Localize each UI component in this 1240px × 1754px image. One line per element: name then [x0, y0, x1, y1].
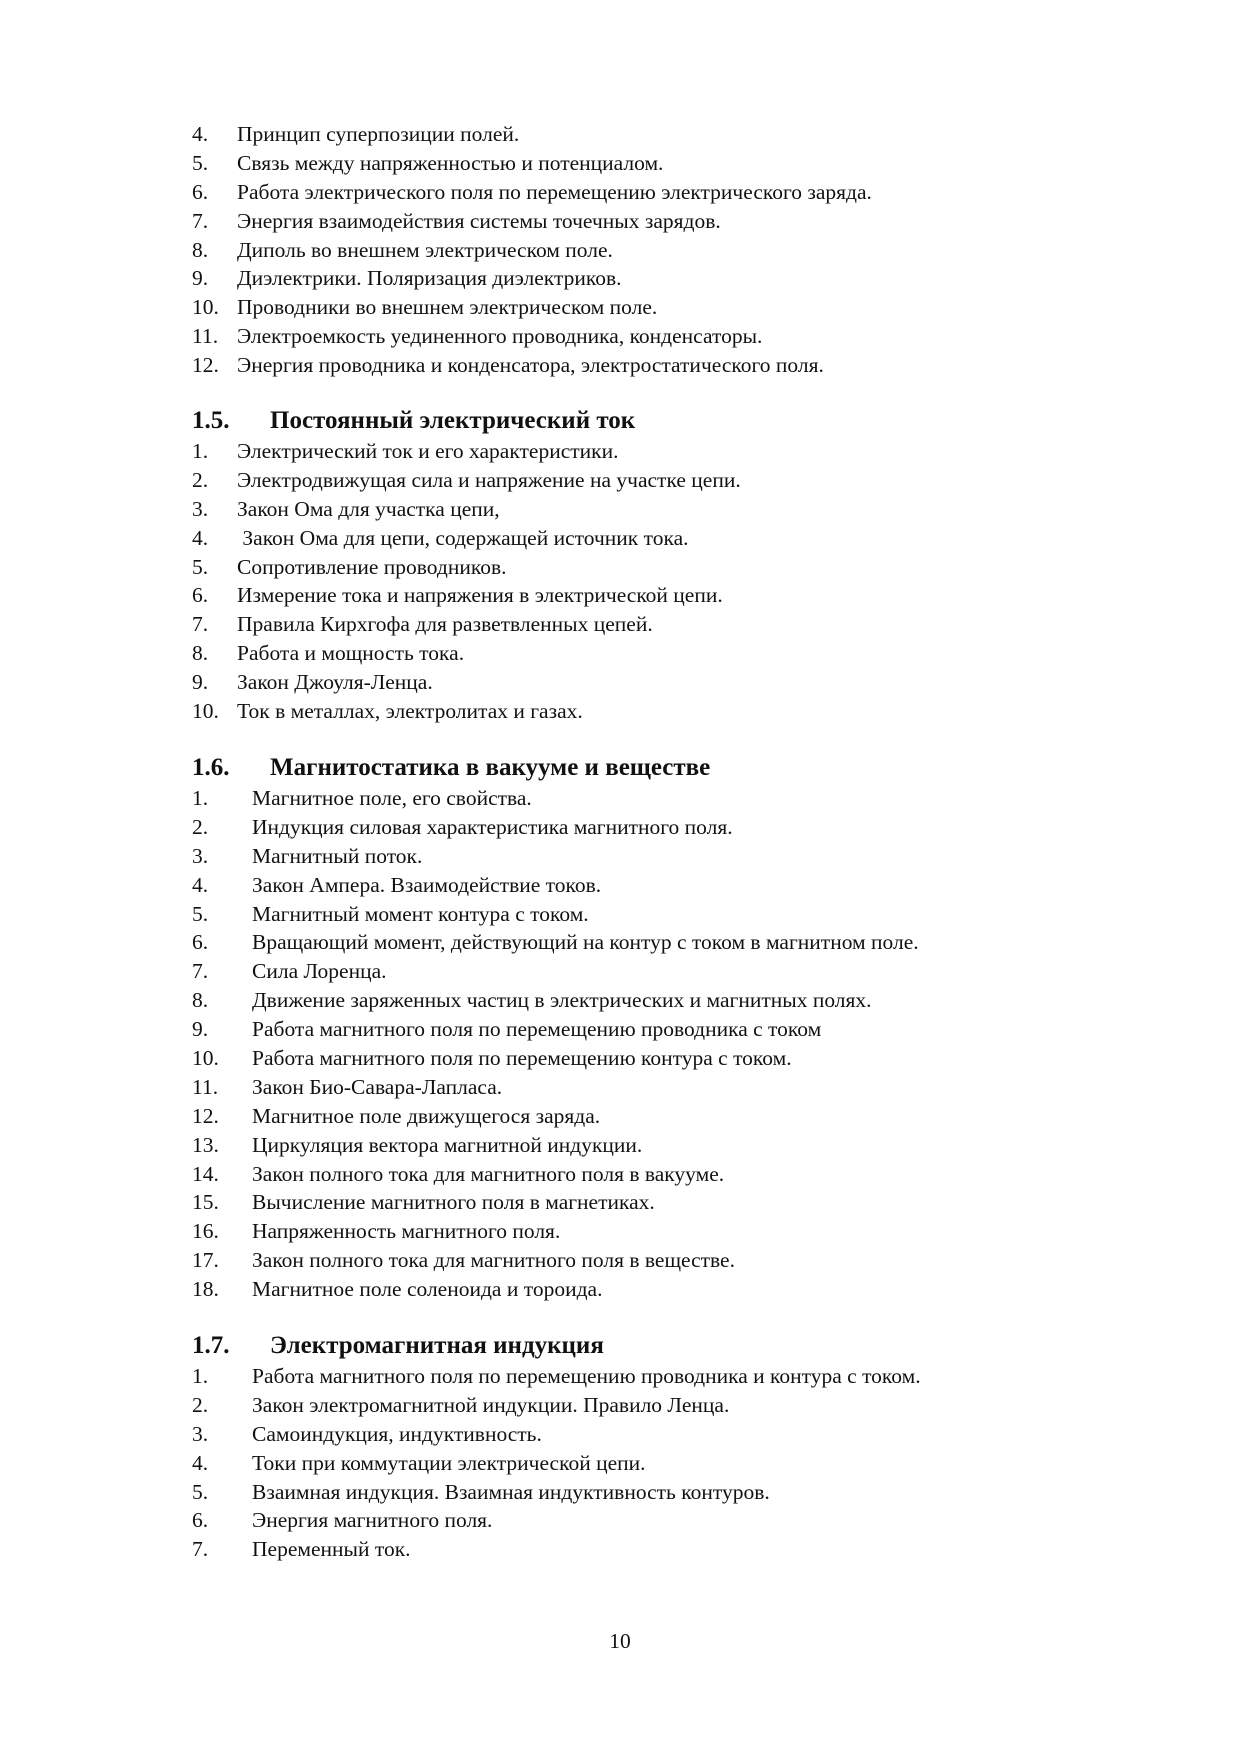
- list-item: [192, 1391, 1072, 1420]
- item-number: 10.: [192, 295, 219, 320]
- section-1-7-list: [192, 1362, 1072, 1564]
- item-text: Электроемкость уединенного проводника, конденсаторы.: [237, 324, 763, 349]
- item-number: 4.: [192, 872, 209, 897]
- list-item: [192, 928, 1072, 957]
- item-number: 1.: [192, 786, 209, 810]
- list-item: [192, 1160, 1072, 1189]
- item-number: 3.: [192, 843, 209, 868]
- top-list: [192, 120, 1072, 380]
- item-number: 5.: [192, 901, 209, 926]
- section-1-7: [192, 1330, 1072, 1564]
- list-item: [192, 639, 1072, 668]
- list-item: [192, 668, 1072, 697]
- item-number: 1.: [192, 439, 209, 463]
- item-text: Работа магнитного поля по перемещению проводника с током: [252, 1017, 822, 1042]
- item-number: 5.: [192, 150, 209, 175]
- list-item: [192, 871, 1072, 900]
- item-number: 14.: [192, 1161, 219, 1186]
- item-number: 6.: [192, 1508, 209, 1533]
- list-item: [192, 437, 1072, 466]
- item-text: Циркуляция вектора магнитной индукции.: [252, 1132, 643, 1157]
- item-text: Магнитный момент контура с током.: [252, 901, 589, 926]
- item-text: Закон электромагнитной индукции. Правило Ленца.: [252, 1392, 730, 1417]
- section-1-5: [192, 405, 1072, 726]
- item-number: 7.: [192, 208, 209, 233]
- list-item: [192, 957, 1072, 986]
- list-item: [192, 784, 1072, 813]
- item-number: 18.: [192, 1277, 219, 1302]
- section-number: 1.7.: [192, 1332, 230, 1359]
- list-item: [192, 986, 1072, 1015]
- list-item: [192, 581, 1072, 610]
- item-text: Вращающий момент, действующий на контур с током в магнитном поле.: [252, 930, 919, 955]
- item-text: Индукция силовая характеристика магнитного поля.: [252, 814, 733, 839]
- list-item: [192, 1362, 1072, 1391]
- list-item: [192, 1044, 1072, 1073]
- item-text: Работа магнитного поля по перемещению контура с током.: [252, 1046, 792, 1071]
- item-number: 17.: [192, 1248, 219, 1273]
- item-text: Диполь во внешнем электрическом поле.: [237, 237, 613, 262]
- list-item: [192, 149, 1072, 178]
- section-heading: [192, 1330, 1072, 1362]
- list-item: [192, 495, 1072, 524]
- list-item: [192, 1131, 1072, 1160]
- item-number: 7.: [192, 959, 209, 984]
- item-text: Правила Кирхгофа для разветвленных цепей.: [237, 612, 653, 637]
- section-1-6-list: [192, 784, 1072, 1304]
- item-number: 9.: [192, 1017, 209, 1042]
- item-text: Напряженность магнитного поля.: [252, 1219, 561, 1244]
- page-number: 10: [609, 1629, 631, 1653]
- item-text: Вычисление магнитного поля в магнетиках.: [252, 1190, 655, 1215]
- section-number: 1.6.: [192, 754, 230, 781]
- item-text: Самоиндукция, индуктивность.: [252, 1421, 542, 1446]
- item-number: 7.: [192, 1537, 209, 1562]
- list-item: [192, 1015, 1072, 1044]
- list-item: [192, 1073, 1072, 1102]
- item-number: 11.: [192, 324, 219, 349]
- list-item: [192, 264, 1072, 293]
- item-text: Закон полного тока для магнитного поля в веществе.: [252, 1248, 735, 1273]
- item-text: Закон Джоуля-Ленца.: [237, 670, 433, 695]
- item-number: 2.: [192, 467, 209, 492]
- section-1-6: [192, 752, 1072, 1304]
- section-title: Постоянный электрический ток: [270, 407, 636, 434]
- item-number: 7.: [192, 612, 209, 637]
- item-text: Принцип суперпозиции полей.: [237, 122, 520, 146]
- item-number: 5.: [192, 1479, 209, 1504]
- section-title: Магнитостатика в вакууме и веществе: [270, 754, 711, 781]
- item-text: Работа магнитного поля по перемещению проводника и контура с током.: [252, 1364, 921, 1388]
- list-item: [192, 1506, 1072, 1535]
- item-text: Измерение тока и напряжения в электрической цепи.: [237, 583, 723, 608]
- item-text: Энергия взаимодействия системы точечных зарядов.: [237, 208, 721, 233]
- item-number: 1.: [192, 1364, 209, 1388]
- item-number: 4.: [192, 122, 209, 146]
- section-number: 1.5.: [192, 407, 230, 434]
- item-number: 13.: [192, 1132, 219, 1157]
- list-item: [192, 322, 1072, 351]
- item-text: Электрический ток и его характеристики.: [237, 439, 619, 463]
- item-text: Работа и мощность тока.: [237, 641, 465, 666]
- list-item: [192, 1420, 1072, 1449]
- item-text: Ток в металлах, электролитах и газах.: [237, 699, 583, 724]
- list-item: [192, 207, 1072, 236]
- list-item: [192, 178, 1072, 207]
- item-text: Закон Ампера. Взаимодействие токов.: [252, 872, 602, 897]
- item-number: 8.: [192, 641, 209, 666]
- list-item: [192, 553, 1072, 582]
- section-title: Электромагнитная индукция: [270, 1332, 604, 1359]
- list-item: [192, 466, 1072, 495]
- item-text: Переменный ток.: [252, 1537, 411, 1562]
- item-number: 2.: [192, 814, 209, 839]
- list-item: [192, 610, 1072, 639]
- section-heading: [192, 405, 1072, 437]
- item-text: Магнитный поток.: [252, 843, 423, 868]
- item-number: 9.: [192, 670, 209, 695]
- list-item: [192, 524, 1072, 553]
- item-number: 10.: [192, 699, 219, 724]
- item-text: Энергия магнитного поля.: [252, 1508, 493, 1533]
- item-text: Закон полного тока для магнитного поля в вакууме.: [252, 1161, 725, 1186]
- item-text: Работа электрического поля по перемещению электрического заряда.: [237, 179, 872, 204]
- list-item: [192, 236, 1072, 265]
- list-item: [192, 1102, 1072, 1131]
- item-text: Магнитное поле, его свойства.: [252, 786, 532, 810]
- list-item: [192, 900, 1072, 929]
- item-text: Токи при коммутации электрической цепи.: [252, 1450, 646, 1475]
- item-text: Связь между напряженностью и потенциалом.: [237, 150, 664, 175]
- item-number: 15.: [192, 1190, 219, 1215]
- item-text: Закон Био-Савара-Лапласа.: [252, 1074, 503, 1099]
- list-item: [192, 813, 1072, 842]
- item-number: 16.: [192, 1219, 219, 1244]
- item-text: Магнитное поле соленоида и тороида.: [252, 1277, 603, 1302]
- list-item: [192, 1449, 1072, 1478]
- item-text: Сила Лоренца.: [252, 959, 387, 984]
- item-text: Сопротивление проводников.: [237, 554, 507, 579]
- item-text: Проводники во внешнем электрическом поле.: [237, 295, 658, 320]
- item-number: 10.: [192, 1046, 219, 1071]
- item-number: 6.: [192, 179, 209, 204]
- item-text: Энергия проводника и конденсатора, электростатического поля.: [237, 353, 824, 378]
- item-text: Электродвижущая сила и напряжение на участке цепи.: [237, 467, 741, 492]
- item-number: 8.: [192, 237, 209, 262]
- item-number: 5.: [192, 554, 209, 579]
- item-number: 9.: [192, 266, 209, 291]
- item-number: 6.: [192, 583, 209, 608]
- item-number: 4.: [192, 1450, 209, 1475]
- top-list-block: [192, 120, 1072, 380]
- item-text: Закон Ома для цепи, содержащей источник тока.: [237, 525, 689, 550]
- list-item: [192, 1246, 1072, 1275]
- section-heading: [192, 752, 1072, 784]
- item-number: 2.: [192, 1392, 209, 1417]
- list-item: [192, 842, 1072, 871]
- item-text: Диэлектрики. Поляризация диэлектриков.: [237, 266, 622, 291]
- item-number: 4.: [192, 525, 209, 550]
- item-text: Закон Ома для участка цепи,: [237, 496, 500, 521]
- list-item: [192, 351, 1072, 380]
- list-item: [192, 120, 1072, 149]
- item-number: 11.: [192, 1074, 219, 1099]
- item-number: 12.: [192, 353, 219, 378]
- item-number: 3.: [192, 496, 209, 521]
- item-text: Взаимная индукция. Взаимная индуктивность контуров.: [252, 1479, 770, 1504]
- item-text: Движение заряженных частиц в электрических и магнитных полях.: [252, 988, 872, 1013]
- list-item: [192, 697, 1072, 726]
- section-1-5-list: [192, 437, 1072, 726]
- item-number: 3.: [192, 1421, 209, 1446]
- item-number: 8.: [192, 988, 209, 1013]
- item-text: Магнитное поле движущегося заряда.: [252, 1103, 601, 1128]
- list-item: [192, 1188, 1072, 1217]
- list-item: [192, 1478, 1072, 1507]
- list-item: [192, 293, 1072, 322]
- list-item: [192, 1275, 1072, 1304]
- item-number: 12.: [192, 1103, 219, 1128]
- list-item: [192, 1217, 1072, 1246]
- item-number: 6.: [192, 930, 209, 955]
- list-item: [192, 1535, 1072, 1564]
